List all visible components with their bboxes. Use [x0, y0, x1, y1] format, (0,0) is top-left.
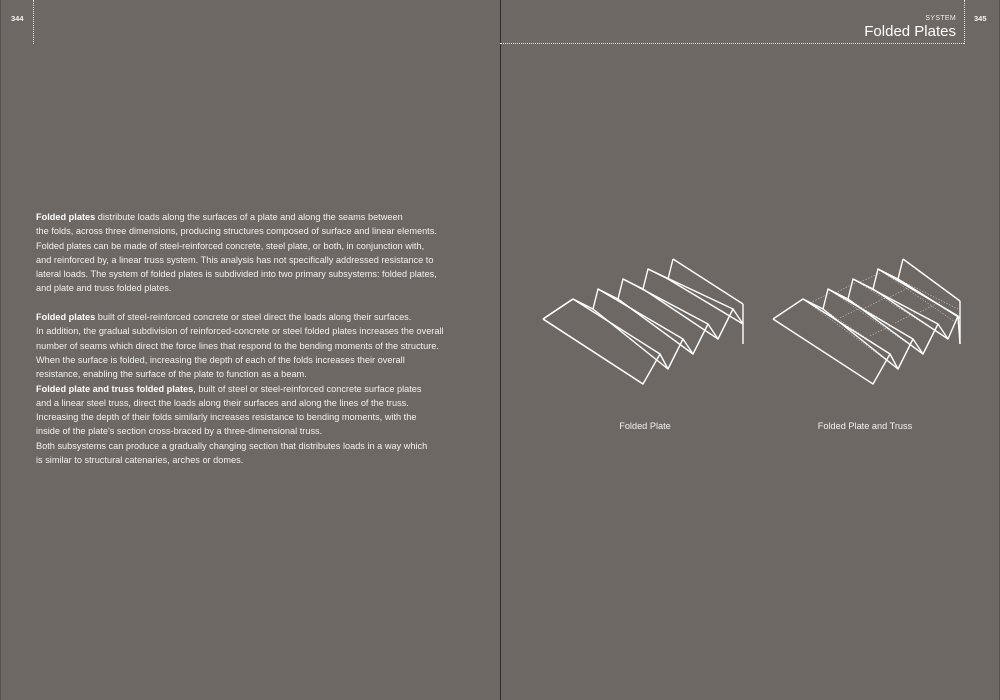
body-text [36, 210, 476, 467]
text-line: number of seams which direct the force lines that respond to the bending moments of the structure. [36, 340, 439, 351]
folded-plate-truss-diagram-icon [770, 256, 965, 386]
bold-term: Folded plate and truss folded plates [36, 383, 194, 394]
text-line: and reinforced by, a linear truss system. This analysis has not specifically addressed resistance to [36, 254, 434, 265]
page-number-left: 344 [11, 14, 24, 23]
text-line: the folds, across three dimensions, producing structures composed of surface and linear elements. [36, 226, 437, 237]
text-line: Both subsystems can produce a gradually changing section that distributes loads in a way which [36, 440, 428, 451]
text-line: Folded plates can be made of steel-reinforced concrete, steel plate, or both, in conjunction with, [36, 240, 425, 251]
folded-plate-truss-figure [770, 256, 965, 386]
page-edge-left [0, 0, 1, 700]
figure-caption: Folded Plate and Truss [817, 421, 913, 431]
header-dotted-divider-right [964, 0, 965, 44]
text-line: Increasing the depth of their folds similarly increases resistance to bending moments, with the [36, 412, 417, 423]
section-category-label: SYSTEM [925, 15, 956, 22]
book-gutter [500, 0, 501, 700]
text-line: and plate and truss folded plates. [36, 283, 172, 294]
paragraph-intro [36, 210, 476, 296]
text-line: Folded plates distribute loads along the surfaces of a plate and along the seams between [36, 212, 403, 222]
folded-plate-figure [540, 256, 750, 386]
text-line: resistance, enabling the surface of the plate to function as a beam. [36, 369, 307, 380]
text-line: In addition, the gradual subdivision of reinforced-concrete or steel folded plates increases the overall [36, 326, 444, 337]
text-line: lateral loads. The system of folded plates is subdivided into two primary subsystems: folded plates, [36, 269, 437, 280]
text-line: inside of the plate's section cross-braced by a three-dimensional truss. [36, 426, 323, 437]
folded-plate-diagram-icon [540, 256, 750, 386]
paragraph-subsystems [36, 310, 476, 467]
text-line: and a linear steel truss, direct the loads along their surfaces and along the lines of the truss. [36, 397, 409, 408]
header-dotted-rule [500, 43, 964, 44]
figure-caption: Folded Plate [619, 421, 671, 431]
page-title: Folded Plates [864, 23, 956, 40]
text-line: is similar to structural catenaries, arches or domes. [36, 455, 244, 466]
text-line: Folded plate and truss folded plates, built of steel or steel-reinforced concrete surface plates [36, 383, 422, 394]
text-line: Folded plates built of steel-reinforced concrete or steel direct the loads along their surfaces. [36, 312, 412, 323]
paragraph-spacer [36, 296, 476, 310]
header-dotted-divider-left [33, 0, 34, 44]
page-number-right: 345 [974, 14, 987, 23]
bold-term: Folded plates [36, 212, 96, 222]
text-line: When the surface is folded, increasing the depth of each of the folds increases their overall [36, 354, 405, 365]
bold-term: Folded plates [36, 312, 96, 323]
